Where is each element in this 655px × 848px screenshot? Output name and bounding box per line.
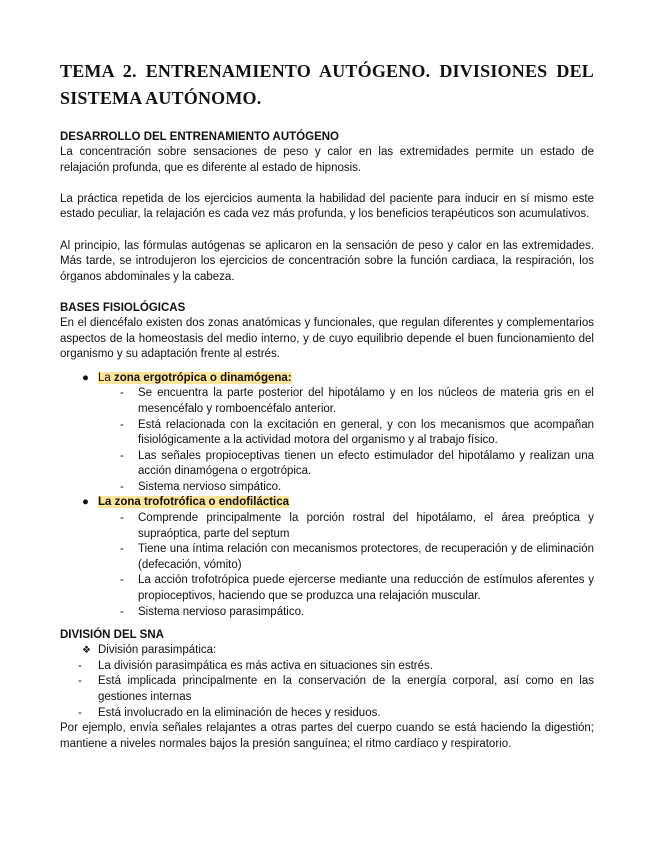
list-item: - Está involucrado en la eliminación de heces y residuos. (60, 706, 594, 722)
list-item: - Está implicada principalmente en la conservación de la energía corporal, así como en las gestiones internas (78, 675, 594, 703)
section-heading-desarrollo: DESARROLLO DEL ENTRENAMIENTO AUTÓGENO (60, 131, 339, 143)
zone-prefix: La (98, 371, 114, 384)
list-item-zona-ergotropica (60, 371, 594, 387)
zone-name: zona ergotrópica o dinamógena: (114, 371, 292, 384)
sub-list-item: - Las señales propioceptivas tienen un efecto estimulador del hipotálamo y realizan una acción dinamógena o ergotrópica. (120, 449, 594, 478)
dash-icon: - (78, 675, 82, 688)
sub-list-item: - Tiene una íntima relación con mecanismos protectores, de recuperación y de eliminación (defecación, vómito) (120, 543, 594, 571)
dash-icon: - (120, 512, 124, 525)
paragraph: En el diencéfalo existen dos zonas anatómicas y funcionales, que regulan diferentes y complementarios aspectos de la homeostasis del medio interno, y de cuyo equilibrio depende el buen funcionamiento del organismo y su adaptación frente al estrés. (60, 316, 594, 361)
sub-list-item: - Comprende principalmente la porción rostral del hipotálamo, el área preóptica y supraóptica, parte del septum (120, 512, 594, 540)
sub-list-item: - Sistema nervioso parasimpático. (60, 605, 594, 621)
section-heading-division: DIVISIÓN DEL SNA (60, 629, 164, 642)
dash-icon: - (120, 605, 124, 618)
section-heading-bases: BASES FISIOLÓGICAS (60, 301, 186, 314)
list-item-parasimpatica: ❖ División parasimpática: (60, 643, 594, 659)
sub-list-item: - La acción trofotrópica puede ejercerse mediante una reducción de estímulos aferentes y propioceptivos, haciendo que se produzca una relajación muscular. (120, 574, 594, 603)
bullet-dot-icon: ● (82, 371, 89, 384)
sub-list-item: - Sistema nervioso simpático. (60, 480, 594, 496)
dash-icon: - (120, 449, 124, 462)
dash-icon: - (120, 418, 124, 431)
dash-icon: - (78, 706, 82, 719)
document-page (60, 58, 594, 752)
list-item-zona-trofotrofica (60, 495, 594, 511)
dash-icon: - (120, 387, 124, 400)
paragraph: La práctica repetida de los ejercicios aumenta la habilidad del paciente para inducir en sí mismo este estado peculiar, la relajación es cada vez más profunda, y los beneficios terapéuticos son acumulativos. (60, 192, 594, 221)
paragraph: Por ejemplo, envía señales relajantes a otras partes del cuerpo cuando se está haciendo la digestión; mantiene a niveles normales bajos la presión sanguínea; el ritmo cardíaco y respiratorio. (60, 722, 594, 750)
paragraph: La concentración sobre sensaciones de peso y calor en las extremidades permite un estado de relajación profunda, que es diferente al estado de hipnosis. (60, 146, 594, 174)
zone-name: La zona trofotrófica o endofiláctica (98, 496, 290, 509)
sub-list-item: - Está relacionada con la excitación en general, y con los mecanismos que acompañan fisiológicamente a la actividad motora del organismo y al trabajo físico. (120, 418, 594, 447)
paragraph: Al principio, las fórmulas autógenas se aplicaron en la sensación de peso y calor en las extremidades. Más tarde, se introdujeron los ejercicios de concentración sobre la función cardiaca, la respiración, los órganos abdominales y la cabeza. (60, 239, 594, 283)
diamond-bullet-icon: ❖ (82, 645, 91, 657)
dash-icon: - (120, 543, 124, 556)
sub-list-item: - Se encuentra la parte posterior del hipotálamo y en los núcleos de materia gris en el mesencéfalo y romboencéfalo anterior. (120, 387, 594, 415)
list-item: - La división parasimpática es más activa en situaciones sin estrés. (60, 659, 594, 675)
document-title: TEMA 2. ENTRENAMIENTO AUTÓGENO. DIVISIONES DEL SISTEMA AUTÓNOMO. (60, 61, 594, 108)
bullet-dot-icon: ● (82, 496, 89, 509)
dash-icon: - (120, 574, 124, 587)
dash-icon: - (78, 659, 82, 672)
dash-icon: - (120, 480, 124, 493)
